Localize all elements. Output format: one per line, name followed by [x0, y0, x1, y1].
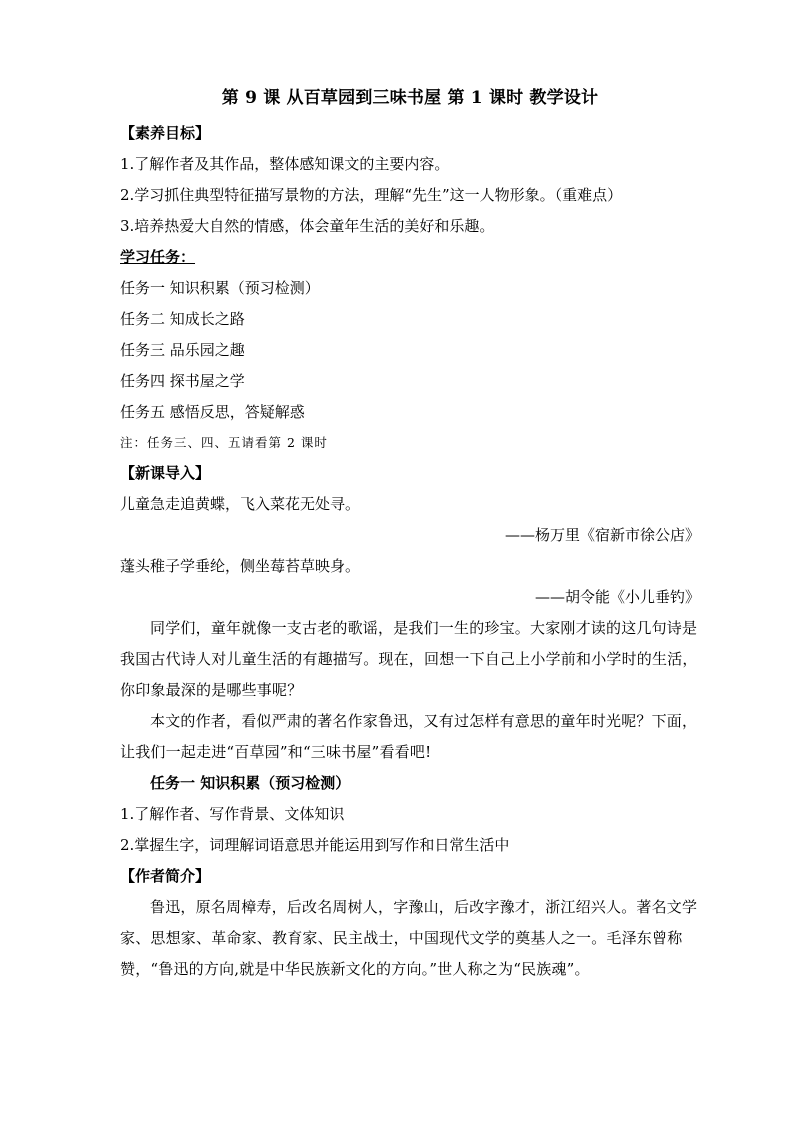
intro-source-2: ——胡令能《小儿垂钓》 — [534, 588, 700, 606]
document-content — [120, 84, 700, 985]
intro-source-1: ——杨万里《宿新市徐公店》 — [504, 526, 700, 544]
task1-item-1: 1.了解作者、写作背景、文体知识 — [120, 805, 345, 823]
task1-heading: 任务一 知识积累（预习检测） — [150, 774, 351, 792]
tasks-heading — [120, 242, 700, 273]
task-item-1: 任务一 知识积累（预习检测） — [120, 279, 320, 297]
intro-paragraph-1: 同学们，童年就像一支古老的歌谣，是我们一生的珍宝。大家刚才读的这几句诗是我国古代诗人对儿童生活的有趣描写。现在，回想一下自己上小学前和小学时的生活，你印象最深的是哪些事呢？ — [120, 619, 698, 699]
objective-item-2: 2.学习抓住典型特征描写景物的方法，理解“先生”这一人物形象。（重难点） — [120, 186, 623, 204]
author-heading: 【作者简介】 — [120, 867, 211, 885]
intro-paragraph-2: 本文的作者，看似严肃的著名作家鲁迅，又有过怎样有意思的童年时光呢？下面，让我们一起走进“百草园”和“三味书屋”看看吧! — [120, 712, 698, 761]
task-item-3: 任务三 品乐园之趣 — [120, 341, 245, 359]
intro-poem-1: 儿童急走追黄蝶，飞入菜花无处寻。 — [120, 495, 361, 513]
objectives-heading: 【素养目标】 — [120, 124, 211, 142]
objective-item-1: 1.了解作者及其作品，整体感知课文的主要内容。 — [120, 155, 450, 173]
tasks-note: 注：任务三、四、五请看第 2 课时 — [120, 435, 328, 450]
task-item-2: 任务二 知成长之路 — [120, 310, 245, 328]
objective-item-3: 3.培养热爱大自然的情感，体会童年生活的美好和乐趣。 — [120, 217, 495, 235]
intro-poem-2: 蓬头稚子学垂纶，侧坐莓苔草映身。 — [120, 557, 361, 575]
task1-item-2: 2.掌握生字，词理解词语意思并能运用到写作和日常生活中 — [120, 836, 510, 854]
tasks-heading-text: 学习任务： — [120, 248, 196, 266]
intro-heading: 【新课导入】 — [120, 464, 211, 482]
author-paragraph: 鲁迅，原名周樟寿，后改名周树人，字豫山，后改字豫才，浙江绍兴人。著名文学家、思想家、革命家、教育家、民主战士，中国现代文学的奠基人之一。毛泽东曾称赞，“鲁迅的方向,就是中华民族新文化的方向。”世人称之为“民族魂”。 — [120, 898, 698, 978]
task-item-5: 任务五 感悟反思，答疑解惑 — [120, 403, 305, 421]
task-item-4: 任务四 探书屋之学 — [120, 372, 245, 390]
document-title: 第 9 课 从百草园到三味书屋 第 1 课时 教学设计 — [221, 88, 599, 108]
